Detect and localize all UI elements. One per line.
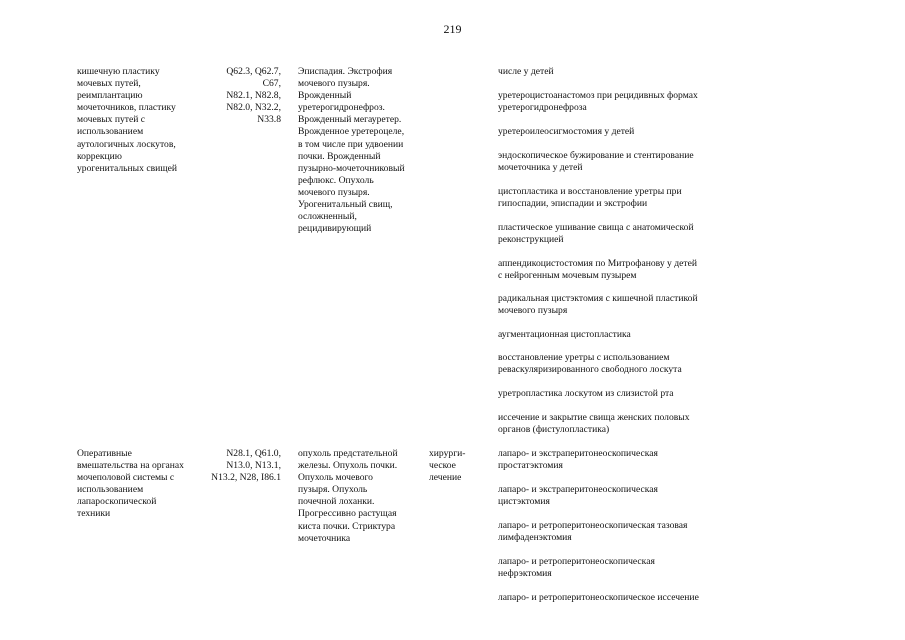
- row2-procedure: лапаро- и экстраперитонеоскопическая цистэктомия: [498, 484, 658, 508]
- row1-procedure: иссечение и закрытие свища женских половых органов (фистулопластика): [498, 412, 690, 436]
- row1-procedure: уретероцистоанастомоз при рецидивных формах уретерогидронефроза: [498, 90, 698, 114]
- row1-procedure: уретероилеосигмостомия у детей: [498, 126, 635, 137]
- row1-procedure: восстановление уретры с использованием реваскуляризированного свободного лоскута: [498, 352, 682, 376]
- row1-procedure: пластическое ушивание свища с анатомической реконструкцией: [498, 222, 694, 246]
- row2-procedure: лапаро- и ретроперитонеоскопическое иссечение: [498, 592, 699, 603]
- row1-diagnosis: Эписпадия. Экстрофия мочевого пузыря. Врожденный уретерогидронефроз. Врожденный мегауретер. Врожденное уретероцеле, в том числе при удвоении почки. Врожденный пузырно-мочеточниковый рефлюкс. Опухоль мочевого пузыря. Урогенитальный свищ, осложненный, рецидивирующий: [298, 66, 405, 235]
- row1-icd-codes: Q62.3, Q62.7, C67, N82.1, N82.8, N82.0, N32.2, N33.8: [226, 66, 281, 126]
- page-number: 219: [443, 22, 462, 36]
- row2-treatment: хирурги- ческое лечение: [429, 448, 466, 484]
- row2-procedure: лапаро- и ретроперитонеоскопическая тазовая лимфаденэктомия: [498, 520, 688, 544]
- row1-procedure: аугментационная цистопластика: [498, 329, 631, 340]
- row1-description: кишечную пластику мочевых путей, реимплантацию мочеточников, пластику мочевых путей с использованием аутологичных лоскутов, коррекцию урогенитальных свищей: [77, 66, 178, 174]
- row2-diagnosis: опухоль предстательной железы. Опухоль почки. Опухоль мочевого пузыря. Опухоль почечной лоханки. Прогрессивно растущая киста почки. Стриктура мочеточника: [298, 448, 398, 544]
- row1-procedure: числе у детей: [498, 66, 554, 77]
- row1-procedure: эндоскопическое бужирование и стентирование мочеточника у детей: [498, 150, 694, 174]
- row2-description: Оперативные вмешательства на органах мочеполовой системы с использованием лапароскопической техники: [77, 448, 184, 520]
- row2-procedure: лапаро- и экстраперитонеоскопическая простатэктомия: [498, 448, 658, 472]
- row2-icd-codes: N28.1, Q61.0, N13.0, N13.1, N13.2, N28, I86.1: [211, 448, 281, 484]
- row2-procedure: лапаро- и ретроперитонеоскопическая нефрэктомия: [498, 556, 655, 580]
- row1-procedure: цистопластика и восстановление уретры при гипоспадии, эписпадии и экстрофии: [498, 186, 682, 210]
- row1-procedure: уретропластика лоскутом из слизистой рта: [498, 388, 674, 399]
- row1-procedure: аппендикоцистостомия по Митрофанову у детей с нейрогенным мочевым пузырем: [498, 258, 697, 282]
- row1-procedure: радикальная цистэктомия с кишечной пластикой мочевого пузыря: [498, 293, 698, 317]
